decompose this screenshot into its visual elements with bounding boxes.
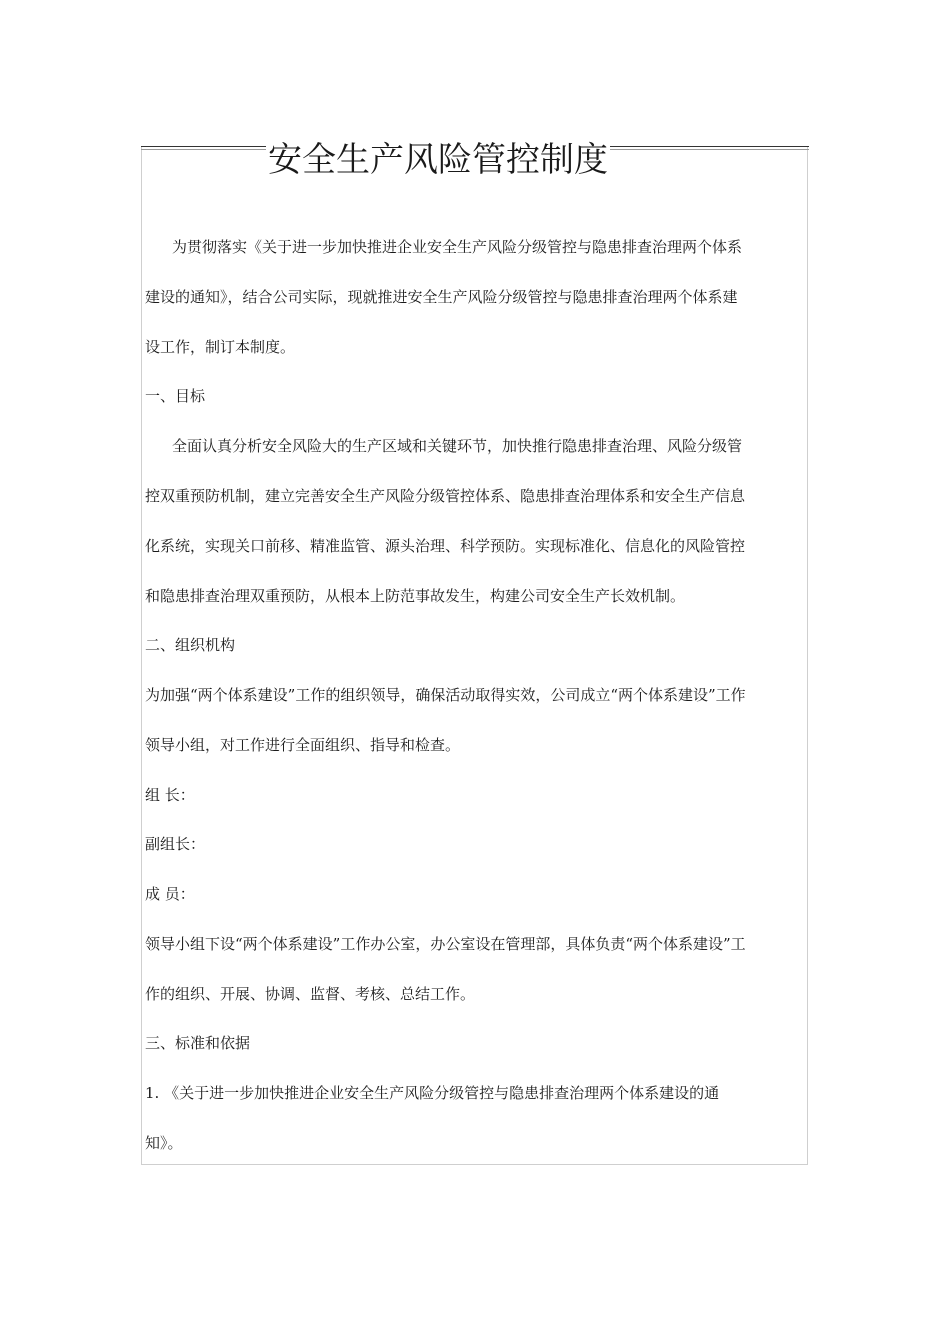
office-line-1: 领导小组下设“两个体系建设”工作办公室，办公室设在管理部，具体负责“两个体系建设”工	[145, 935, 746, 953]
organization-line-1: 为加强“两个体系建设”工作的组织领导，确保活动取得实效，公司成立“两个体系建设”工作	[145, 686, 746, 704]
members-label: 成 员：	[145, 885, 195, 903]
goal-line-1: 全面认真分析安全风险大的生产区域和关键环节，加快推行隐患排查治理、风险分级管	[172, 437, 743, 455]
goal-line-3: 化系统，实现关口前移、精准监管、源头治理、科学预防。实现标准化、信息化的风险管控	[145, 537, 746, 555]
goal-line-4: 和隐患排查治理双重预防，从根本上防范事故发生，构建公司安全生产长效机制。	[145, 587, 686, 605]
group-leader-label: 组 长：	[145, 786, 195, 804]
intro-line-1: 为贯彻落实《关于进一步加快推进企业安全生产风险分级管控与隐患排查治理两个体系	[172, 238, 743, 256]
goal-line-2: 控双重预防机制，建立完善安全生产风险分级管控体系、隐患排查治理体系和安全生产信息	[145, 487, 746, 505]
intro-line-3: 设工作，制订本制度。	[145, 338, 296, 356]
standards-item-1-line-1: 1. 《关于进一步加快推进企业安全生产风险分级管控与隐患排查治理两个体系建设的通	[145, 1084, 720, 1102]
deputy-leader-label: 副组长：	[145, 835, 206, 853]
standards-item-1-line-2: 知》。	[145, 1134, 183, 1152]
office-line-2: 作的组织、开展、协调、监督、考核、总结工作。	[145, 985, 476, 1003]
organization-line-2: 领导小组，对工作进行全面组织、指导和检查。	[145, 736, 461, 754]
intro-line-2: 建设的通知》，结合公司实际，现就推进安全生产风险分级管控与隐患排查治理两个体系建	[145, 288, 738, 306]
section-heading-goal: 一、目标	[145, 387, 206, 405]
document-title: 安全生产风险管控制度	[268, 140, 608, 180]
section-heading-organization: 二、组织机构	[145, 636, 236, 654]
section-heading-standards: 三、标准和依据	[145, 1034, 251, 1052]
